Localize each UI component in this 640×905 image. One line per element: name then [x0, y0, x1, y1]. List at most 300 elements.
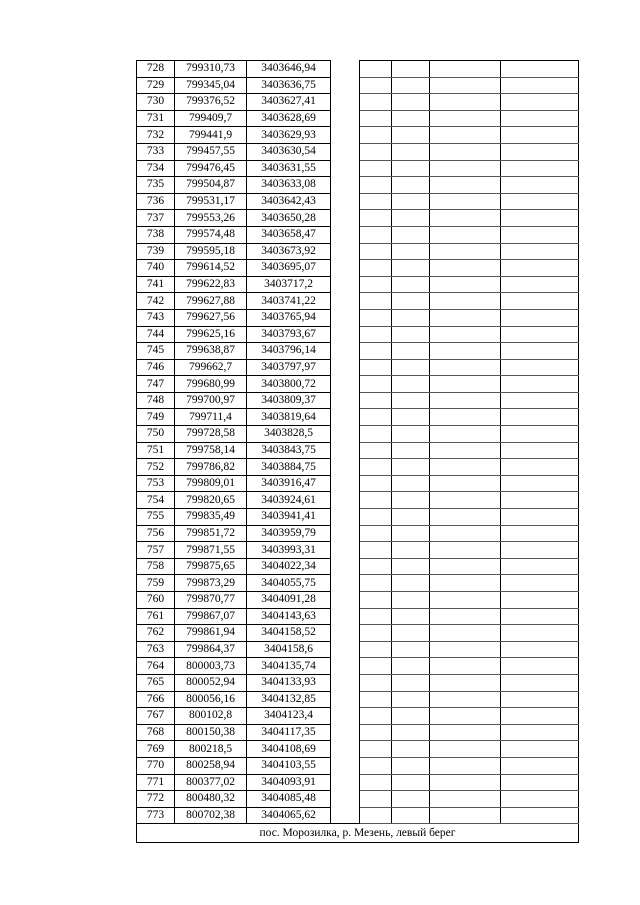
empty-cell	[360, 575, 392, 592]
empty-cell	[430, 343, 501, 360]
empty-cell	[430, 442, 501, 459]
table-row	[137, 459, 579, 476]
column-gap-cell	[331, 674, 360, 691]
empty-cell	[501, 226, 579, 243]
column-gap-cell	[331, 691, 360, 708]
empty-cell	[360, 359, 392, 376]
column-gap-cell	[331, 492, 360, 509]
x-coordinate-cell: 800102,8	[175, 708, 247, 725]
table-row	[137, 343, 579, 360]
table-row	[137, 492, 579, 509]
x-coordinate-cell: 799310,73	[175, 61, 247, 78]
empty-cell	[360, 143, 392, 160]
point-number-cell: 743	[137, 309, 175, 326]
table-row	[137, 143, 579, 160]
table-row	[137, 658, 579, 675]
empty-cell	[430, 625, 501, 642]
empty-cell	[392, 608, 430, 625]
empty-cell	[501, 691, 579, 708]
empty-cell	[392, 77, 430, 94]
column-gap-cell	[331, 110, 360, 127]
empty-cell	[360, 177, 392, 194]
empty-cell	[430, 641, 501, 658]
x-coordinate-cell: 800150,38	[175, 724, 247, 741]
empty-cell	[392, 193, 430, 210]
y-coordinate-cell: 3403741,22	[247, 293, 331, 310]
empty-cell	[360, 525, 392, 542]
empty-cell	[360, 426, 392, 443]
empty-cell	[430, 525, 501, 542]
empty-cell	[501, 110, 579, 127]
empty-cell	[360, 691, 392, 708]
y-coordinate-cell: 3403797,97	[247, 359, 331, 376]
empty-cell	[360, 210, 392, 227]
empty-cell	[360, 193, 392, 210]
empty-cell	[430, 757, 501, 774]
x-coordinate-cell: 800052,94	[175, 674, 247, 691]
y-coordinate-cell: 3403828,5	[247, 426, 331, 443]
empty-cell	[430, 409, 501, 426]
empty-cell	[501, 608, 579, 625]
column-gap-cell	[331, 309, 360, 326]
y-coordinate-cell: 3403809,37	[247, 392, 331, 409]
point-number-cell: 734	[137, 160, 175, 177]
x-coordinate-cell: 799627,56	[175, 309, 247, 326]
empty-cell	[392, 392, 430, 409]
x-coordinate-cell: 799345,04	[175, 77, 247, 94]
y-coordinate-cell: 3404143,63	[247, 608, 331, 625]
table-row	[137, 160, 579, 177]
empty-cell	[430, 392, 501, 409]
column-gap-cell	[331, 757, 360, 774]
empty-cell	[430, 492, 501, 509]
y-coordinate-cell: 3403633,08	[247, 177, 331, 194]
empty-cell	[430, 376, 501, 393]
point-number-cell: 766	[137, 691, 175, 708]
x-coordinate-cell: 799809,01	[175, 475, 247, 492]
empty-cell	[392, 177, 430, 194]
x-coordinate-cell: 799873,29	[175, 575, 247, 592]
empty-cell	[392, 592, 430, 609]
point-number-cell: 737	[137, 210, 175, 227]
point-number-cell: 733	[137, 143, 175, 160]
empty-cell	[430, 359, 501, 376]
empty-cell	[501, 525, 579, 542]
empty-cell	[392, 210, 430, 227]
empty-cell	[501, 509, 579, 526]
table-row	[137, 77, 579, 94]
x-coordinate-cell: 799820,65	[175, 492, 247, 509]
empty-cell	[501, 392, 579, 409]
x-coordinate-cell: 799476,45	[175, 160, 247, 177]
empty-cell	[392, 807, 430, 824]
point-number-cell: 729	[137, 77, 175, 94]
empty-cell	[392, 475, 430, 492]
table-row	[137, 260, 579, 277]
column-gap-cell	[331, 475, 360, 492]
empty-cell	[360, 160, 392, 177]
empty-cell	[501, 475, 579, 492]
empty-cell	[392, 276, 430, 293]
empty-cell	[430, 558, 501, 575]
table-row	[137, 94, 579, 111]
empty-cell	[360, 708, 392, 725]
x-coordinate-cell: 800258,94	[175, 757, 247, 774]
empty-cell	[430, 774, 501, 791]
empty-cell	[501, 326, 579, 343]
empty-cell	[392, 492, 430, 509]
point-number-cell: 764	[137, 658, 175, 675]
empty-cell	[501, 542, 579, 559]
table-row	[137, 210, 579, 227]
empty-cell	[430, 542, 501, 559]
empty-cell	[392, 359, 430, 376]
empty-cell	[430, 127, 501, 144]
empty-cell	[392, 426, 430, 443]
empty-cell	[501, 210, 579, 227]
table-row	[137, 674, 579, 691]
table-row	[137, 177, 579, 194]
empty-cell	[392, 542, 430, 559]
empty-cell	[360, 110, 392, 127]
column-gap-cell	[331, 160, 360, 177]
empty-cell	[392, 741, 430, 758]
y-coordinate-cell: 3403628,69	[247, 110, 331, 127]
empty-cell	[501, 293, 579, 310]
point-number-cell: 765	[137, 674, 175, 691]
table-row	[137, 724, 579, 741]
empty-cell	[360, 475, 392, 492]
empty-cell	[430, 326, 501, 343]
table-row	[137, 226, 579, 243]
empty-cell	[392, 774, 430, 791]
caption-row	[137, 824, 579, 843]
x-coordinate-cell: 799711,4	[175, 409, 247, 426]
empty-cell	[360, 509, 392, 526]
empty-cell	[430, 509, 501, 526]
coordinates-table-body	[137, 61, 579, 843]
y-coordinate-cell: 3404065,62	[247, 807, 331, 824]
empty-cell	[360, 542, 392, 559]
column-gap-cell	[331, 708, 360, 725]
column-gap-cell	[331, 542, 360, 559]
point-number-cell: 741	[137, 276, 175, 293]
point-number-cell: 773	[137, 807, 175, 824]
empty-cell	[430, 61, 501, 78]
y-coordinate-cell: 3403765,94	[247, 309, 331, 326]
point-number-cell: 736	[137, 193, 175, 210]
table-row	[137, 61, 579, 78]
x-coordinate-cell: 799870,77	[175, 592, 247, 609]
empty-cell	[360, 376, 392, 393]
empty-cell	[430, 210, 501, 227]
x-coordinate-cell: 799867,07	[175, 608, 247, 625]
column-gap-cell	[331, 61, 360, 78]
table-row	[137, 807, 579, 824]
empty-cell	[501, 741, 579, 758]
empty-cell	[360, 807, 392, 824]
point-number-cell: 753	[137, 475, 175, 492]
empty-cell	[501, 309, 579, 326]
empty-cell	[430, 459, 501, 476]
y-coordinate-cell: 3403796,14	[247, 343, 331, 360]
empty-cell	[360, 558, 392, 575]
point-number-cell: 752	[137, 459, 175, 476]
column-gap-cell	[331, 210, 360, 227]
table-row	[137, 608, 579, 625]
column-gap-cell	[331, 641, 360, 658]
empty-cell	[430, 293, 501, 310]
point-number-cell: 768	[137, 724, 175, 741]
x-coordinate-cell: 799700,97	[175, 392, 247, 409]
x-coordinate-cell: 799851,72	[175, 525, 247, 542]
coordinates-table	[136, 60, 579, 843]
y-coordinate-cell: 3403800,72	[247, 376, 331, 393]
y-coordinate-cell: 3403630,54	[247, 143, 331, 160]
empty-cell	[392, 724, 430, 741]
empty-cell	[392, 160, 430, 177]
x-coordinate-cell: 799531,17	[175, 193, 247, 210]
table-row	[137, 193, 579, 210]
column-gap-cell	[331, 409, 360, 426]
empty-cell	[501, 791, 579, 808]
y-coordinate-cell: 3404091,28	[247, 592, 331, 609]
empty-cell	[360, 658, 392, 675]
x-coordinate-cell: 799835,49	[175, 509, 247, 526]
column-gap-cell	[331, 359, 360, 376]
empty-cell	[501, 177, 579, 194]
column-gap-cell	[331, 243, 360, 260]
table-row	[137, 326, 579, 343]
empty-cell	[392, 459, 430, 476]
empty-cell	[430, 143, 501, 160]
table-row	[137, 774, 579, 791]
y-coordinate-cell: 3404108,69	[247, 741, 331, 758]
x-coordinate-cell: 799875,65	[175, 558, 247, 575]
point-number-cell: 740	[137, 260, 175, 277]
column-gap-cell	[331, 608, 360, 625]
empty-cell	[392, 674, 430, 691]
table-row	[137, 542, 579, 559]
table-row	[137, 625, 579, 642]
point-number-cell: 757	[137, 542, 175, 559]
x-coordinate-cell: 799409,7	[175, 110, 247, 127]
point-number-cell: 746	[137, 359, 175, 376]
empty-cell	[501, 243, 579, 260]
x-coordinate-cell: 800218,5	[175, 741, 247, 758]
y-coordinate-cell: 3403924,61	[247, 492, 331, 509]
empty-cell	[501, 807, 579, 824]
x-coordinate-cell: 799595,18	[175, 243, 247, 260]
empty-cell	[501, 143, 579, 160]
point-number-cell: 751	[137, 442, 175, 459]
empty-cell	[501, 276, 579, 293]
empty-cell	[501, 459, 579, 476]
table-row	[137, 243, 579, 260]
table-row	[137, 791, 579, 808]
x-coordinate-cell: 800377,02	[175, 774, 247, 791]
empty-cell	[360, 409, 392, 426]
empty-cell	[360, 492, 392, 509]
empty-cell	[430, 592, 501, 609]
empty-cell	[360, 791, 392, 808]
y-coordinate-cell: 3404022,34	[247, 558, 331, 575]
column-gap-cell	[331, 260, 360, 277]
x-coordinate-cell: 799728,58	[175, 426, 247, 443]
empty-cell	[392, 708, 430, 725]
y-coordinate-cell: 3403636,75	[247, 77, 331, 94]
table-row	[137, 708, 579, 725]
empty-cell	[501, 426, 579, 443]
empty-cell	[360, 127, 392, 144]
y-coordinate-cell: 3403884,75	[247, 459, 331, 476]
empty-cell	[430, 309, 501, 326]
empty-cell	[392, 625, 430, 642]
point-number-cell: 755	[137, 509, 175, 526]
empty-cell	[392, 260, 430, 277]
y-coordinate-cell: 3404158,52	[247, 625, 331, 642]
column-gap-cell	[331, 741, 360, 758]
point-number-cell: 759	[137, 575, 175, 592]
y-coordinate-cell: 3404123,4	[247, 708, 331, 725]
empty-cell	[392, 525, 430, 542]
y-coordinate-cell: 3403941,41	[247, 509, 331, 526]
empty-cell	[360, 276, 392, 293]
point-number-cell: 756	[137, 525, 175, 542]
column-gap-cell	[331, 575, 360, 592]
empty-cell	[430, 193, 501, 210]
empty-cell	[501, 160, 579, 177]
x-coordinate-cell: 799457,55	[175, 143, 247, 160]
empty-cell	[501, 442, 579, 459]
point-number-cell: 747	[137, 376, 175, 393]
empty-cell	[392, 691, 430, 708]
column-gap-cell	[331, 807, 360, 824]
table-row	[137, 110, 579, 127]
x-coordinate-cell: 800702,38	[175, 807, 247, 824]
point-number-cell: 742	[137, 293, 175, 310]
table-row	[137, 359, 579, 376]
column-gap-cell	[331, 94, 360, 111]
empty-cell	[501, 127, 579, 144]
empty-cell	[360, 625, 392, 642]
empty-cell	[360, 592, 392, 609]
empty-cell	[392, 326, 430, 343]
table-row	[137, 127, 579, 144]
y-coordinate-cell: 3403631,55	[247, 160, 331, 177]
column-gap-cell	[331, 625, 360, 642]
empty-cell	[392, 791, 430, 808]
table-row	[137, 641, 579, 658]
empty-cell	[360, 293, 392, 310]
point-number-cell: 745	[137, 343, 175, 360]
empty-cell	[430, 807, 501, 824]
column-gap-cell	[331, 293, 360, 310]
table-row	[137, 426, 579, 443]
x-coordinate-cell: 799574,48	[175, 226, 247, 243]
empty-cell	[392, 757, 430, 774]
table-row	[137, 276, 579, 293]
empty-cell	[430, 276, 501, 293]
empty-cell	[501, 193, 579, 210]
empty-cell	[501, 757, 579, 774]
empty-cell	[392, 509, 430, 526]
point-number-cell: 739	[137, 243, 175, 260]
y-coordinate-cell: 3404055,75	[247, 575, 331, 592]
y-coordinate-cell: 3403819,64	[247, 409, 331, 426]
table-row	[137, 409, 579, 426]
x-coordinate-cell: 799627,88	[175, 293, 247, 310]
empty-cell	[430, 160, 501, 177]
empty-cell	[360, 459, 392, 476]
point-number-cell: 754	[137, 492, 175, 509]
column-gap-cell	[331, 392, 360, 409]
empty-cell	[430, 724, 501, 741]
point-number-cell: 762	[137, 625, 175, 642]
table-row	[137, 691, 579, 708]
point-number-cell: 763	[137, 641, 175, 658]
empty-cell	[430, 741, 501, 758]
column-gap-cell	[331, 276, 360, 293]
table-row	[137, 392, 579, 409]
x-coordinate-cell: 799622,83	[175, 276, 247, 293]
column-gap-cell	[331, 77, 360, 94]
empty-cell	[430, 94, 501, 111]
table-row	[137, 741, 579, 758]
column-gap-cell	[331, 658, 360, 675]
empty-cell	[360, 674, 392, 691]
column-gap-cell	[331, 525, 360, 542]
y-coordinate-cell: 3403916,47	[247, 475, 331, 492]
point-number-cell: 735	[137, 177, 175, 194]
x-coordinate-cell: 799625,16	[175, 326, 247, 343]
empty-cell	[360, 757, 392, 774]
x-coordinate-cell: 799441,9	[175, 127, 247, 144]
table-row	[137, 575, 579, 592]
y-coordinate-cell: 3404117,35	[247, 724, 331, 741]
x-coordinate-cell: 799758,14	[175, 442, 247, 459]
empty-cell	[392, 226, 430, 243]
table-row	[137, 592, 579, 609]
y-coordinate-cell: 3404093,91	[247, 774, 331, 791]
y-coordinate-cell: 3403650,28	[247, 210, 331, 227]
x-coordinate-cell: 799614,52	[175, 260, 247, 277]
y-coordinate-cell: 3403646,94	[247, 61, 331, 78]
y-coordinate-cell: 3404085,48	[247, 791, 331, 808]
empty-cell	[501, 260, 579, 277]
empty-cell	[501, 409, 579, 426]
column-gap-cell	[331, 127, 360, 144]
empty-cell	[430, 260, 501, 277]
point-number-cell: 748	[137, 392, 175, 409]
empty-cell	[392, 127, 430, 144]
y-coordinate-cell: 3404132,85	[247, 691, 331, 708]
empty-cell	[430, 674, 501, 691]
column-gap-cell	[331, 343, 360, 360]
y-coordinate-cell: 3404133,93	[247, 674, 331, 691]
y-coordinate-cell: 3403695,07	[247, 260, 331, 277]
x-coordinate-cell: 800480,32	[175, 791, 247, 808]
point-number-cell: 761	[137, 608, 175, 625]
column-gap-cell	[331, 143, 360, 160]
empty-cell	[360, 724, 392, 741]
y-coordinate-cell: 3404103,55	[247, 757, 331, 774]
empty-cell	[501, 641, 579, 658]
empty-cell	[392, 143, 430, 160]
y-coordinate-cell: 3403993,31	[247, 542, 331, 559]
empty-cell	[360, 226, 392, 243]
empty-cell	[392, 110, 430, 127]
